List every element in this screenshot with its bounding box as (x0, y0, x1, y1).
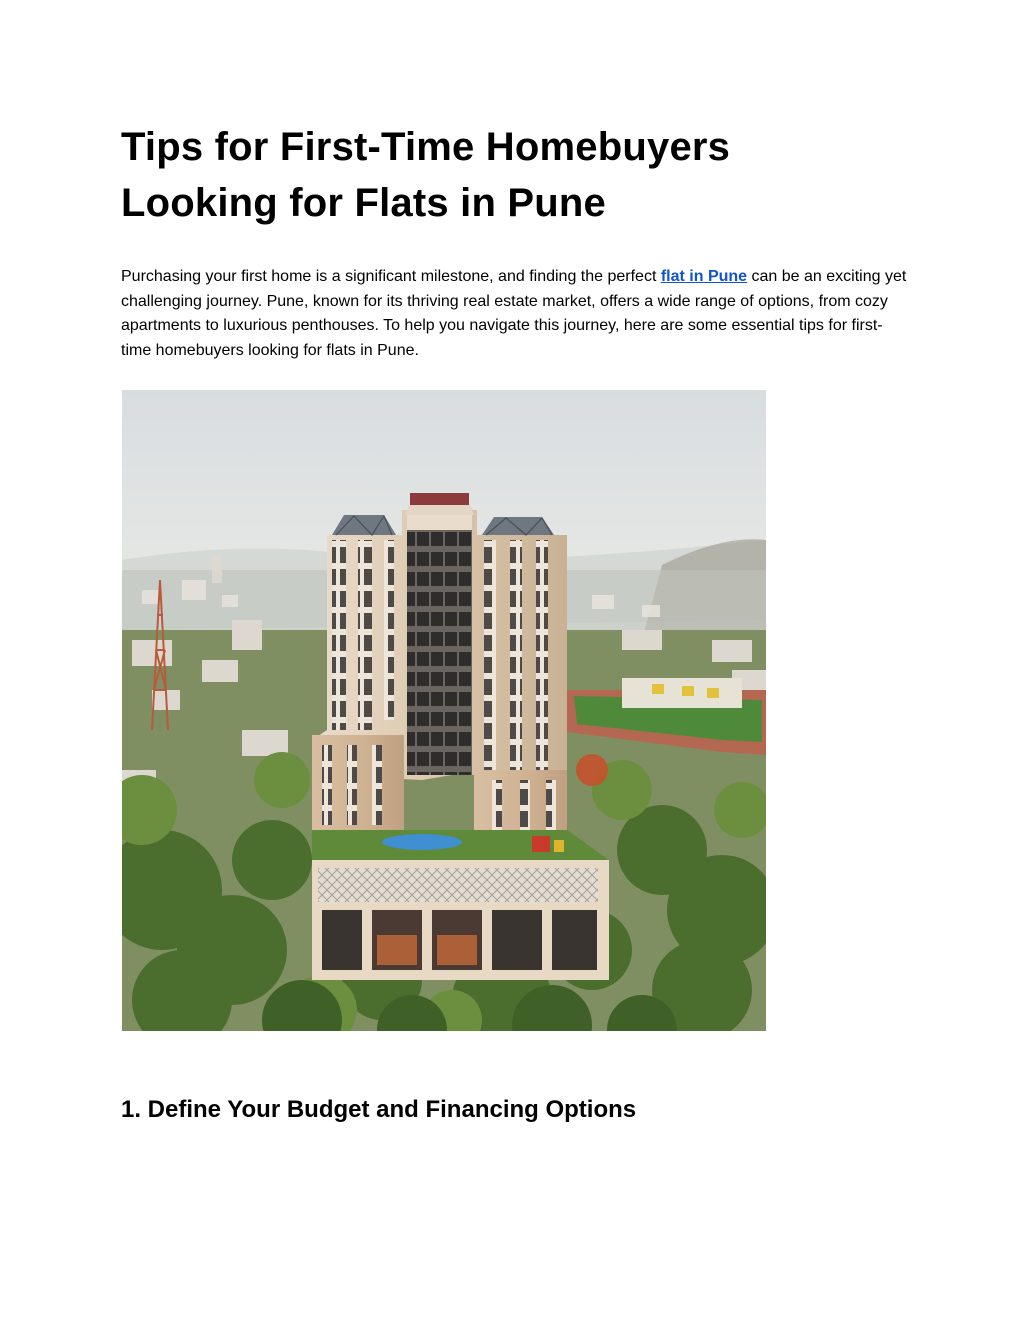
intro-text-after-link: can be an exciting yet challenging journey. Pune, known for its thriving real estate market, offers a wide range of options, from cozy apartments to luxurious penthouses. To help you navigate this journey, here are some essential tips for first-time homebuyers looking for flats in Pune. (121, 268, 907, 359)
building-aerial-photo (122, 390, 766, 1031)
flat-in-pune-link[interactable]: flat in Pune (660, 268, 748, 285)
intro-text-before-link: Purchasing your first home is a significant milestone, and finding the perfect (121, 268, 661, 285)
section-1-heading: 1. Define Your Budget and Financing Options (121, 1096, 637, 1123)
article-title (121, 119, 921, 231)
title-line-1: Tips for First-Time Homebuyers (121, 125, 731, 169)
intro-paragraph (121, 265, 911, 363)
title-line-2: Looking for Flats in Pune (121, 181, 606, 225)
